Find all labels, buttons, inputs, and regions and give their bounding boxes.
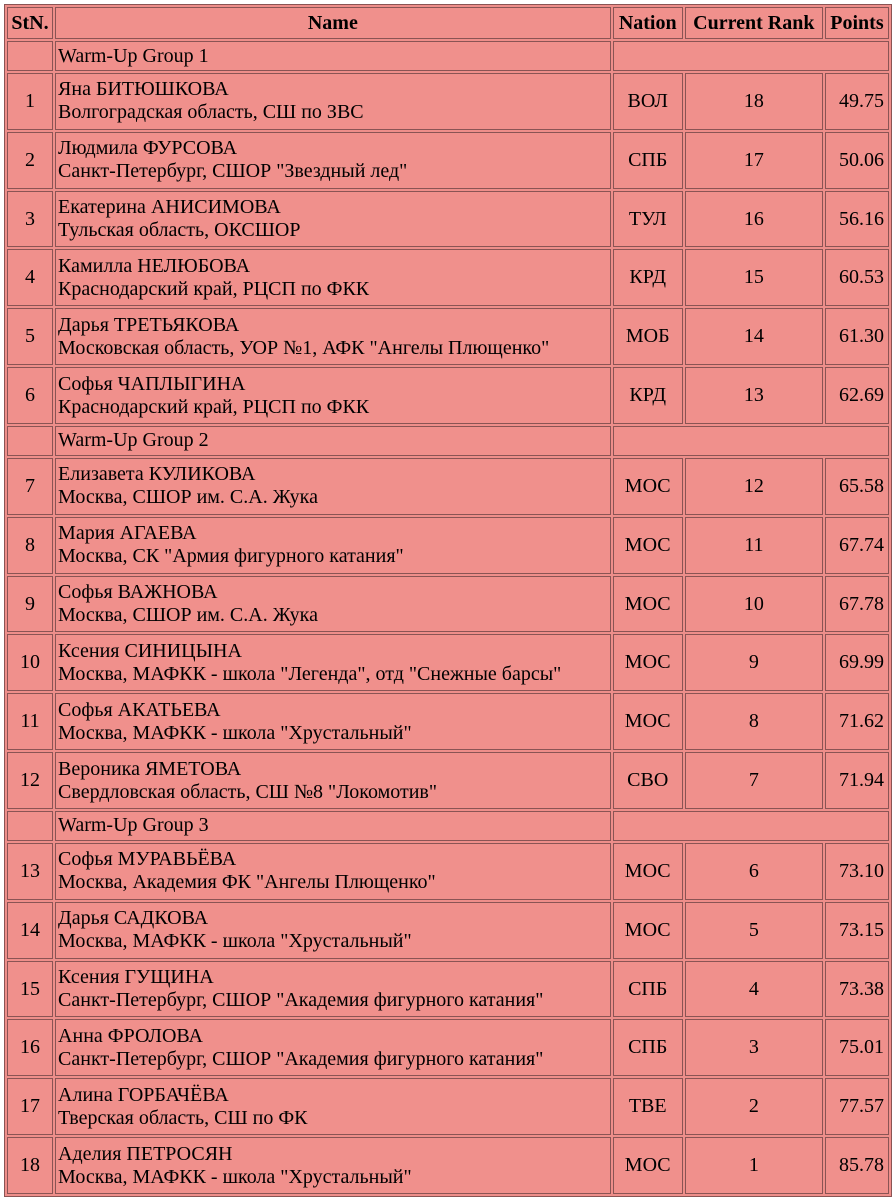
nation-code: МОБ — [613, 308, 683, 365]
start-number: 11 — [7, 693, 53, 750]
current-rank: 18 — [685, 73, 823, 130]
skater-club: Москва, МАФКК - школа "Хрустальный" — [58, 930, 412, 953]
current-rank: 4 — [685, 961, 823, 1018]
points: 60.53 — [825, 249, 889, 306]
skater-club: Москва, СШОР им. С.А. Жука — [58, 486, 318, 509]
warmup-group-title: Warm-Up Group 2 — [55, 426, 611, 456]
start-number: 6 — [7, 367, 53, 424]
skater-row — [7, 752, 889, 809]
skater-row — [7, 693, 889, 750]
skater-name: Аделия ПЕТРОСЯН — [58, 1142, 233, 1165]
start-number: 14 — [7, 902, 53, 959]
skater-name: Яна БИТЮШКОВА — [58, 78, 229, 101]
skater-name: Дарья САДКОВА — [58, 907, 209, 930]
skater-club: Москва, МАФКК - школа "Легенда", отд "Снежные барсы" — [58, 662, 562, 685]
skater-name-cell — [55, 191, 611, 248]
skater-name-cell — [55, 752, 611, 809]
start-number: 15 — [7, 961, 53, 1018]
points: 71.62 — [825, 693, 889, 750]
points: 77.57 — [825, 1078, 889, 1135]
start-number: 10 — [7, 634, 53, 691]
skater-name: Елизавета КУЛИКОВА — [58, 463, 256, 486]
skater-name-cell — [55, 132, 611, 189]
start-number: 13 — [7, 843, 53, 900]
points: 69.99 — [825, 634, 889, 691]
current-rank: 16 — [685, 191, 823, 248]
current-rank: 1 — [685, 1137, 823, 1194]
skater-name-cell — [55, 576, 611, 633]
start-number: 5 — [7, 308, 53, 365]
skater-name: Ксения СИНИЦЫНА — [58, 639, 242, 662]
skater-club: Санкт-Петербург, СШОР "Академия фигурного катания" — [58, 1047, 544, 1070]
points: 49.75 — [825, 73, 889, 130]
skater-row — [7, 132, 889, 189]
skater-row — [7, 1019, 889, 1076]
points: 62.69 — [825, 367, 889, 424]
skater-name: Софья АКАТЬЕВА — [58, 698, 221, 721]
nation-code: МОС — [613, 902, 683, 959]
skater-row — [7, 191, 889, 248]
warmup-group-title: Warm-Up Group 3 — [55, 811, 611, 841]
skater-name-cell — [55, 249, 611, 306]
skater-row — [7, 843, 889, 900]
nation-code: МОС — [613, 458, 683, 515]
skater-club: Тульская область, ОКСШОР — [58, 219, 301, 242]
skater-row — [7, 517, 889, 574]
current-rank: 9 — [685, 634, 823, 691]
current-rank: 13 — [685, 367, 823, 424]
points: 56.16 — [825, 191, 889, 248]
points: 67.74 — [825, 517, 889, 574]
group-blank-cell — [613, 811, 889, 841]
nation-code: МОС — [613, 1137, 683, 1194]
nation-code: МОС — [613, 693, 683, 750]
skater-name-cell — [55, 308, 611, 365]
skater-name-cell — [55, 1137, 611, 1194]
skater-name-cell — [55, 902, 611, 959]
skater-row — [7, 634, 889, 691]
skater-name-cell — [55, 517, 611, 574]
skater-name-cell — [55, 961, 611, 1018]
skater-name-cell — [55, 1078, 611, 1135]
current-rank: 15 — [685, 249, 823, 306]
start-number: 4 — [7, 249, 53, 306]
current-rank: 3 — [685, 1019, 823, 1076]
skater-name: Анна ФРОЛОВА — [58, 1024, 203, 1047]
skater-club: Свердловская область, СШ №8 "Локомотив" — [58, 780, 438, 803]
skater-name: Ксения ГУЩИНА — [58, 966, 214, 988]
start-number: 8 — [7, 517, 53, 574]
current-rank: 14 — [685, 308, 823, 365]
skater-row — [7, 308, 889, 365]
skater-name: Екатерина АНИСИМОВА — [58, 196, 281, 219]
group-spacer-cell — [7, 41, 53, 71]
skater-name-cell — [55, 1019, 611, 1076]
nation-code: МОС — [613, 843, 683, 900]
skater-name: Дарья ТРЕТЬЯКОВА — [58, 313, 240, 336]
skater-club: Москва, СК "Армия фигурного катания" — [58, 545, 404, 568]
skater-club: Волгоградская область, СШ по ЗВС — [58, 101, 364, 124]
skater-club: Краснодарский край, РЦСП по ФКК — [58, 395, 370, 418]
skater-name: Софья ВАЖНОВА — [58, 581, 218, 604]
points: 50.06 — [825, 132, 889, 189]
skater-row — [7, 902, 889, 959]
skater-row — [7, 1078, 889, 1135]
skater-name-cell — [55, 73, 611, 130]
header-points: Points — [825, 7, 889, 39]
start-number: 7 — [7, 458, 53, 515]
start-number: 18 — [7, 1137, 53, 1194]
nation-code: МОС — [613, 634, 683, 691]
header-stn: StN. — [7, 7, 53, 39]
skater-name: Камилла НЕЛЮБОВА — [58, 254, 251, 277]
skater-name-cell — [55, 843, 611, 900]
header-name: Name — [55, 7, 611, 39]
skater-name: Софья ЧАПЛЫГИНА — [58, 372, 246, 395]
skater-club: Москва, Академия ФК "Ангелы Плющенко" — [58, 871, 436, 894]
points: 85.78 — [825, 1137, 889, 1194]
group-blank-cell — [613, 426, 889, 456]
skater-row — [7, 367, 889, 424]
skater-row — [7, 1137, 889, 1194]
skater-club: Санкт-Петербург, СШОР "Звездный лед" — [58, 160, 408, 183]
start-number: 16 — [7, 1019, 53, 1076]
skater-row — [7, 458, 889, 515]
group-spacer-cell — [7, 811, 53, 841]
skater-name: Алина ГОРБАЧЁВА — [58, 1083, 229, 1106]
warmup-group-row — [7, 811, 889, 841]
nation-code: МОС — [613, 576, 683, 633]
header-current-rank: Current Rank — [685, 7, 823, 39]
nation-code: СПБ — [613, 132, 683, 189]
start-number: 2 — [7, 132, 53, 189]
current-rank: 7 — [685, 752, 823, 809]
nation-code: ВОЛ — [613, 73, 683, 130]
skater-club: Краснодарский край, РЦСП по ФКК — [58, 277, 370, 300]
warmup-group-row — [7, 41, 889, 71]
points: 65.58 — [825, 458, 889, 515]
nation-code: СВО — [613, 752, 683, 809]
start-number: 17 — [7, 1078, 53, 1135]
nation-code: КРД — [613, 367, 683, 424]
skater-name: Людмила ФУРСОВА — [58, 137, 238, 160]
table-body — [7, 41, 889, 1194]
nation-code: СПБ — [613, 961, 683, 1018]
current-rank: 8 — [685, 693, 823, 750]
points: 73.38 — [825, 961, 889, 1018]
header-row — [7, 7, 889, 39]
group-blank-cell — [613, 41, 889, 71]
skater-name: Вероника ЯМЕТОВА — [58, 757, 242, 780]
current-rank: 11 — [685, 517, 823, 574]
skater-club: Санкт-Петербург, СШОР "Академия фигурного катания" — [58, 989, 544, 1011]
points: 61.30 — [825, 308, 889, 365]
start-list-table — [4, 4, 892, 1197]
start-number: 3 — [7, 191, 53, 248]
points: 71.94 — [825, 752, 889, 809]
skater-row — [7, 961, 889, 1018]
start-number: 1 — [7, 73, 53, 130]
start-number: 12 — [7, 752, 53, 809]
skater-club: Москва, МАФКК - школа "Хрустальный" — [58, 1165, 412, 1188]
warmup-group-title: Warm-Up Group 1 — [55, 41, 611, 71]
skater-club: Тверская область, СШ по ФК — [58, 1106, 308, 1129]
current-rank: 2 — [685, 1078, 823, 1135]
skater-name: Софья МУРАВЬЁВА — [58, 848, 237, 871]
skater-name-cell — [55, 458, 611, 515]
skater-club: Москва, СШОР им. С.А. Жука — [58, 604, 318, 627]
header-nation: Nation — [613, 7, 683, 39]
skater-name-cell — [55, 367, 611, 424]
skater-row — [7, 73, 889, 130]
skater-club: Московская область, УОР №1, АФК "Ангелы Плющенко" — [58, 336, 550, 359]
current-rank: 12 — [685, 458, 823, 515]
group-spacer-cell — [7, 426, 53, 456]
nation-code: МОС — [613, 517, 683, 574]
nation-code: КРД — [613, 249, 683, 306]
nation-code: ТВЕ — [613, 1078, 683, 1135]
points: 67.78 — [825, 576, 889, 633]
skater-club: Москва, МАФКК - школа "Хрустальный" — [58, 721, 412, 744]
nation-code: СПБ — [613, 1019, 683, 1076]
start-number: 9 — [7, 576, 53, 633]
current-rank: 5 — [685, 902, 823, 959]
skater-name: Мария АГАЕВА — [58, 522, 197, 545]
nation-code: ТУЛ — [613, 191, 683, 248]
skater-row — [7, 249, 889, 306]
current-rank: 10 — [685, 576, 823, 633]
skater-name-cell — [55, 634, 611, 691]
current-rank: 17 — [685, 132, 823, 189]
current-rank: 6 — [685, 843, 823, 900]
skater-row — [7, 576, 889, 633]
points: 75.01 — [825, 1019, 889, 1076]
points: 73.15 — [825, 902, 889, 959]
warmup-group-row — [7, 426, 889, 456]
points: 73.10 — [825, 843, 889, 900]
skater-name-cell — [55, 693, 611, 750]
